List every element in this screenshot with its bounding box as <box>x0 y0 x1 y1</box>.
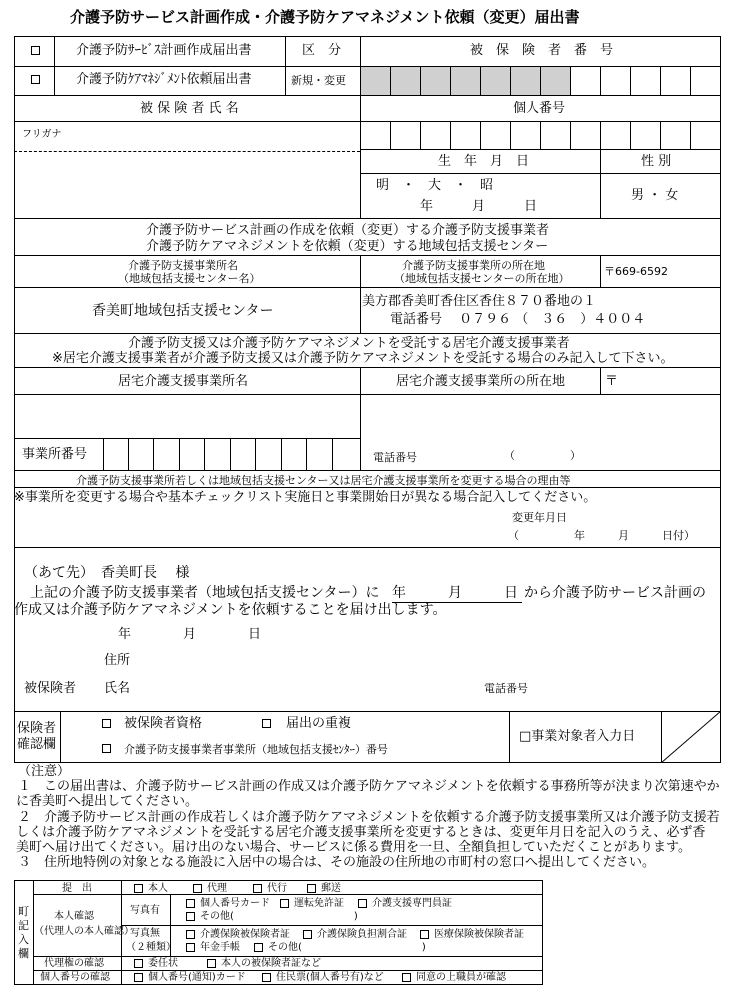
declaration-line1b: 年 月 日 <box>392 585 518 601</box>
photo-no-2: 医療保険被保険者証 <box>434 929 524 940</box>
declarant-label: 被保険者 <box>24 681 77 696</box>
photo-yes-0-checkbox[interactable] <box>186 899 195 908</box>
section3-note: ※事業所を変更する場合や基本チェックリスト実施日と事業開始日が異なる場合記入してください。 <box>14 490 597 505</box>
gender-label: 性 別 <box>641 154 672 169</box>
other1: その他( ) <box>200 911 358 922</box>
mynumber-1-checkbox[interactable] <box>262 973 271 982</box>
section2-heading2: ※居宅介護支援事業者が介護予防支援又は介護予防ケアマネジメントを受託する場合のみ記入して下さい。 <box>52 351 674 366</box>
mynumber-0: 個人番号(通知)カード <box>148 972 246 983</box>
submit-opt-3-checkbox[interactable] <box>307 884 316 893</box>
option1-label: 介護予防ｻｰﾋﾞｽ計画作成届出書 <box>76 43 252 58</box>
submit-opt-1: 代理 <box>207 883 227 894</box>
office-addr-label2: （地域包括支援センターの所在地） <box>394 272 570 285</box>
photo-no-1-checkbox[interactable] <box>303 930 312 939</box>
option2-checkbox[interactable] <box>31 75 40 84</box>
declaration-line1a: 上記の介護予防支援事業者（地域包括支援センター）に <box>30 585 380 601</box>
photo-yes-2-checkbox[interactable] <box>358 899 367 908</box>
id-check-label2: （代理人の本人確認） <box>34 926 134 937</box>
office-postal: 〒669-6592 <box>604 265 668 278</box>
declarant-name-label: 氏名 <box>104 681 131 696</box>
personal-number-label: 個人番号 <box>513 101 566 116</box>
note-3: ３ 住所地特例の対象となる施設に入居中の場合は、その施設の住所地の市町村の窓口へ提出してください。 <box>18 855 656 870</box>
kubun-value: 新規・変更 <box>291 74 346 87</box>
section3-heading: 介護予防支援事業所若しくは地域包括支援センター又は居宅介護支援事業所を変更する場合の理由等 <box>76 474 571 487</box>
photo-no-0-checkbox[interactable] <box>186 930 195 939</box>
note-1a: １ この届出書は、介護予防サービス計画の作成又は介護予防ケアマネジメントを依頼する事務所等が決まり次第速やか <box>18 779 720 794</box>
diagonal-slash <box>661 711 721 763</box>
photo-yes-2: 介護支援専門員証 <box>372 898 452 909</box>
other2-checkbox[interactable] <box>254 943 263 952</box>
section1-heading2: 介護予防ケアマネジメントを依頼（変更）する地域包括支援センター <box>146 239 549 254</box>
submit-opt-0-checkbox[interactable] <box>134 884 143 893</box>
office-address: 美方郡香美町香住区香住８７０番地の１ <box>362 294 597 309</box>
mynumber-2-checkbox[interactable] <box>402 973 411 982</box>
proxy-0-checkbox[interactable] <box>134 959 143 968</box>
confirm-item2-checkbox[interactable] <box>262 719 271 728</box>
photo-no-0: 介護保険被保険者証 <box>200 929 290 940</box>
id-check-label1: 本人確認 <box>54 911 94 922</box>
confirm-item3: 介護予防支援事業者事業所（地域包括支援ｾﾝﾀｰ）番号 <box>124 743 388 756</box>
submit-opt-0: 本人 <box>148 883 168 894</box>
home-care-office-label: 居宅介護支援事業所名 <box>118 374 249 389</box>
birth-ymd: 年 月 日 <box>420 199 538 214</box>
note-2c: 美町へ届け出てください。届け出のない場合、サービスに係る費用を一旦、全額負担していただくことがあります。 <box>16 840 691 855</box>
section1-heading1: 介護予防サービス計画の作成を依頼（変更）する介護予防支援事業者 <box>146 223 550 238</box>
mynumber-2: 同意の上職員が確認 <box>416 972 506 983</box>
photo-yes-0: 個人番号カード <box>200 898 270 909</box>
office-name-label2: （地域包括支援センター名） <box>118 272 261 285</box>
confirm-item1: 被保険者資格 <box>124 716 203 731</box>
confirm-item1-checkbox[interactable] <box>102 719 111 728</box>
furigana-label: フリガナ <box>22 129 62 140</box>
addressee: （あて先） 香美町長 様 <box>24 565 190 581</box>
declaration-line1c: から介護予防サービス計画の <box>524 585 706 601</box>
home-care-addr-label: 居宅介護支援事業所の所在地 <box>396 374 566 389</box>
birthdate-label: 生 年 月 日 <box>438 154 530 169</box>
photo-no-label2: （２種類） <box>126 942 176 953</box>
proxy-label: 代理権の確認 <box>44 958 104 969</box>
declaration-date: 年 月 日 <box>118 627 262 642</box>
option2-label: 介護予防ｹｱﾏﾈｼﾞﾒﾝﾄ依頼届出書 <box>76 72 252 87</box>
photo-yes-label: 写真有 <box>130 905 160 916</box>
option1-checkbox[interactable] <box>31 46 40 55</box>
kubun-label: 区 分 <box>302 43 342 58</box>
change-date-value: （ 年 月 日付） <box>508 529 695 542</box>
office-name-label1: 介護予防支援事業所名 <box>128 259 238 272</box>
confirm-item3-checkbox[interactable] <box>102 744 111 753</box>
mynumber-label: 個人番号の確認 <box>40 972 110 983</box>
submit-label: 提 出 <box>62 883 92 894</box>
target-date-label: □事業対象者入力日 <box>519 729 636 744</box>
mynumber-0-checkbox[interactable] <box>134 973 143 982</box>
photo-no-1: 介護保険負担割合証 <box>317 929 407 940</box>
proxy-0: 委任状 <box>148 958 178 969</box>
photo-yes-1: 運転免許証 <box>294 898 344 909</box>
photo-yes-1-checkbox[interactable] <box>280 899 289 908</box>
declarant-phone-label: 電話番号 <box>484 682 528 695</box>
note-2a: ２ 介護予防サービス計画の作成若しくは介護予防ケアマネジメントを依頼する介護予防支援事業所又は介護予防支援若 <box>18 810 720 825</box>
submit-opt-3: 郵送 <box>321 883 341 894</box>
gender-value: 男 ・ 女 <box>631 188 679 203</box>
pension-checkbox[interactable] <box>186 943 195 952</box>
note-1b: に香美町へ提出してください。 <box>16 794 199 809</box>
office-phone: 電話番号 ０７９６ （ ３６ ）４００４ <box>390 312 646 327</box>
note-2b: しくは介護予防ケアマネジメントを受託する居宅介護支援事業所を変更するときは、変更年月日を記入のうえ、必ず香 <box>16 825 706 840</box>
home-care-phone-label: 電話番号 <box>373 451 417 464</box>
proxy-1: 本人の被保険者証など <box>221 958 321 969</box>
declaration-line2: 作成又は介護予防ケアマネジメントを依頼することを届け出します。 <box>14 602 447 618</box>
declarant-address-label: 住所 <box>104 653 131 668</box>
confirm-label2: 確認欄 <box>17 737 57 752</box>
photo-no-2-checkbox[interactable] <box>420 930 429 939</box>
other1-checkbox[interactable] <box>186 912 195 921</box>
home-care-postal: 〒 <box>605 374 619 389</box>
confirm-item2: 届出の重複 <box>286 716 352 731</box>
office-use-side-label: 町記入欄 <box>18 905 29 960</box>
other2: その他( ) <box>268 942 426 953</box>
submit-opt-2: 代行 <box>267 883 287 894</box>
confirm-label1: 保険者 <box>17 721 57 736</box>
change-date-label: 変更年月日 <box>512 511 567 524</box>
submit-opt-2-checkbox[interactable] <box>253 884 262 893</box>
era-options: 明 ・ 大 ・ 昭 <box>376 178 494 193</box>
section2-heading1: 介護予防支援又は介護予防ケアマネジメントを受託する居宅介護支援事業者 <box>128 336 570 351</box>
office-name: 香美町地域包括支援センター <box>92 303 274 319</box>
notes-heading: （注意） <box>18 764 71 779</box>
office-number-label: 事業所番号 <box>22 447 88 462</box>
photo-no-label1: 写真無 <box>130 928 160 939</box>
submit-opt-1-checkbox[interactable] <box>193 884 202 893</box>
office-addr-label1: 介護予防支援事業所の所在地 <box>402 259 545 272</box>
home-care-phone-paren: （ ） <box>504 449 581 462</box>
insured-name-label: 被 保 険 者 氏 名 <box>140 101 239 116</box>
pension: 年金手帳 <box>200 942 240 953</box>
insured-number-label: 被 保 険 者 番 号 <box>470 43 614 58</box>
mynumber-1: 住民票(個人番号有)など <box>276 972 384 983</box>
form-title: 介護予防サービス計画作成・介護予防ケアマネジメント依頼（変更）届出書 <box>70 8 580 26</box>
proxy-1-checkbox[interactable] <box>207 959 216 968</box>
